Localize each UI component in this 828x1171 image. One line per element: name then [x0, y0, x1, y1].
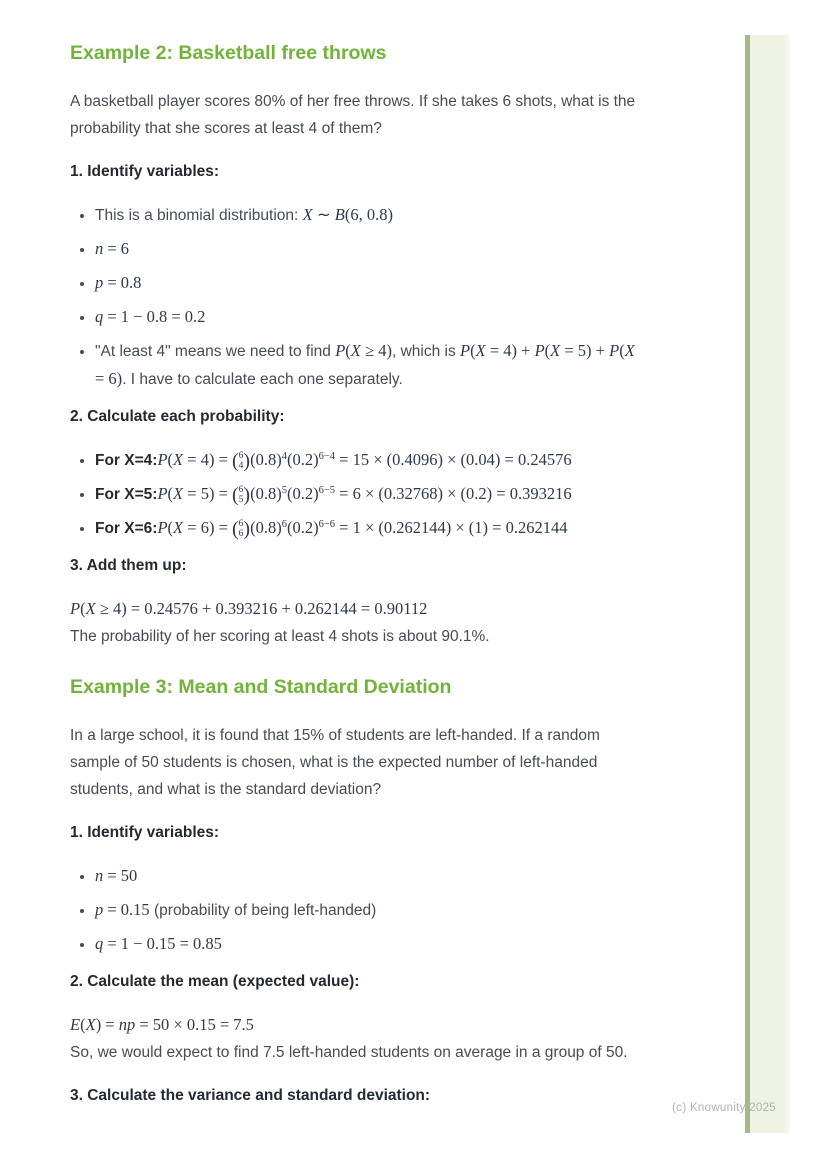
paragraph	[70, 1039, 637, 1066]
page-edge-accent-panel	[750, 35, 790, 1133]
section-heading: Example 3: Mean and Standard Deviation	[70, 676, 452, 698]
section-heading: Example 2: Basketball free throws	[70, 42, 387, 64]
math-text: p = 0.15	[95, 900, 150, 919]
list-item	[95, 235, 637, 263]
list-item	[95, 446, 637, 474]
list-item	[95, 514, 637, 542]
binom-bottom: 6	[238, 529, 244, 539]
binom-bottom: 4	[238, 461, 244, 471]
math-text: q = 1 − 0.8 = 0.2	[95, 307, 206, 326]
paren: )	[243, 450, 251, 472]
document-body	[70, 40, 637, 1125]
text-run: The probability of her scoring at least 4 shots is about 90.1%.	[70, 628, 490, 645]
text-run: . I have to calculate each one separately.	[122, 371, 403, 388]
text-run: So, we would expect to find 7.5 left-handed students on average in a group of 50.	[70, 1044, 628, 1061]
math-text: 6	[281, 518, 287, 530]
paren: )	[243, 484, 251, 506]
binom-top: 6	[238, 518, 244, 529]
bold-text-run: For X=4:	[95, 452, 158, 469]
paren: (	[232, 450, 239, 472]
bullet-list	[70, 446, 637, 542]
binom-top: 6	[238, 450, 244, 461]
bullet-list	[70, 862, 637, 958]
bold-text-run: For X=6:	[95, 520, 158, 537]
math-text: P(X = 6) =	[157, 518, 232, 537]
text-run: In a large school, it is found that 15% of students are left-handed. If a random sample of 50 students is chosen, what is the expected number of left-handed students, and what is the standard deviation?	[70, 727, 600, 798]
paren: (	[232, 484, 239, 506]
math-text: (0.2)	[286, 450, 319, 469]
binom-bottom: 5	[238, 495, 244, 505]
watermark: (c) Knowunity 2025	[672, 1102, 776, 1114]
binomial-coefficient	[232, 451, 250, 472]
math-line	[70, 595, 637, 623]
paragraph	[70, 623, 637, 650]
math-text: (0.8)	[250, 450, 282, 469]
math-text: P(X = 5) =	[157, 484, 232, 503]
step-label: 1. Identify variables:	[70, 824, 220, 841]
math-text: (0.2)	[286, 518, 319, 537]
math-text: 6−5	[318, 484, 336, 496]
paren: (	[232, 518, 239, 540]
math-text: P(X = 4) =	[157, 450, 232, 469]
math-text: (0.8)	[250, 518, 282, 537]
bold-text-run: For X=5:	[95, 486, 158, 503]
binomial-coefficient	[232, 485, 250, 506]
math-text: 5	[281, 484, 287, 496]
list-item	[95, 896, 637, 924]
step-label: 3. Calculate the variance and standard deviation:	[70, 1087, 431, 1104]
list-item	[95, 201, 637, 229]
step-label: 1. Identify variables:	[70, 163, 220, 180]
math-text: 4	[281, 450, 287, 462]
math-text: (0.8)	[250, 484, 282, 503]
math-text: P(X ≥ 4) = 0.24576 + 0.393216 + 0.262144 = 0.90112	[70, 599, 428, 618]
math-text: 6−6	[318, 518, 336, 530]
text-run: (probability of being left-handed)	[149, 902, 377, 919]
list-item	[95, 930, 637, 958]
math-text: P(X ≥ 4)	[335, 341, 392, 360]
math-text: = 1 × (0.262144) × (1) = 0.262144	[335, 518, 568, 537]
list-item	[95, 862, 637, 890]
list-item	[95, 337, 637, 393]
math-text: E(X) = np = 50 × 0.15 = 7.5	[70, 1015, 254, 1034]
math-text: p = 0.8	[95, 273, 142, 292]
math-text: 6−4	[318, 450, 336, 462]
binom-top: 6	[238, 484, 244, 495]
math-text: = 6 × (0.32768) × (0.2) = 0.393216	[335, 484, 572, 503]
step-label: 2. Calculate each probability:	[70, 408, 285, 425]
math-text: n = 6	[95, 239, 130, 258]
text-run: "At least 4" means we need to find	[95, 343, 336, 360]
math-text: q = 1 − 0.15 = 0.85	[95, 934, 222, 953]
math-text: X ∼ B(6, 0.8)	[302, 205, 394, 224]
list-item	[95, 269, 637, 297]
text-run: A basketball player scores 80% of her free throws. If she takes 6 shots, what is the probability that she scores at least 4 of them?	[70, 93, 636, 137]
math-text: (0.2)	[286, 484, 319, 503]
list-item	[95, 303, 637, 331]
text-run: , which is	[391, 343, 461, 360]
step-label: 2. Calculate the mean (expected value):	[70, 973, 360, 990]
paren: )	[243, 518, 251, 540]
math-text: P(X = 4) + P(X = 5) + P(X = 6)	[95, 341, 635, 388]
list-item	[95, 480, 637, 508]
math-line	[70, 1011, 637, 1039]
page-edge-accent-line	[745, 35, 750, 1133]
paragraph	[70, 722, 637, 803]
paragraph	[70, 88, 637, 142]
binomial-coefficient	[232, 519, 250, 540]
math-text: n = 50	[95, 866, 138, 885]
math-text: = 15 × (0.4096) × (0.04) = 0.24576	[335, 450, 572, 469]
text-run: This is a binomial distribution:	[95, 207, 303, 224]
step-label: 3. Add them up:	[70, 557, 187, 574]
bullet-list	[70, 201, 637, 393]
